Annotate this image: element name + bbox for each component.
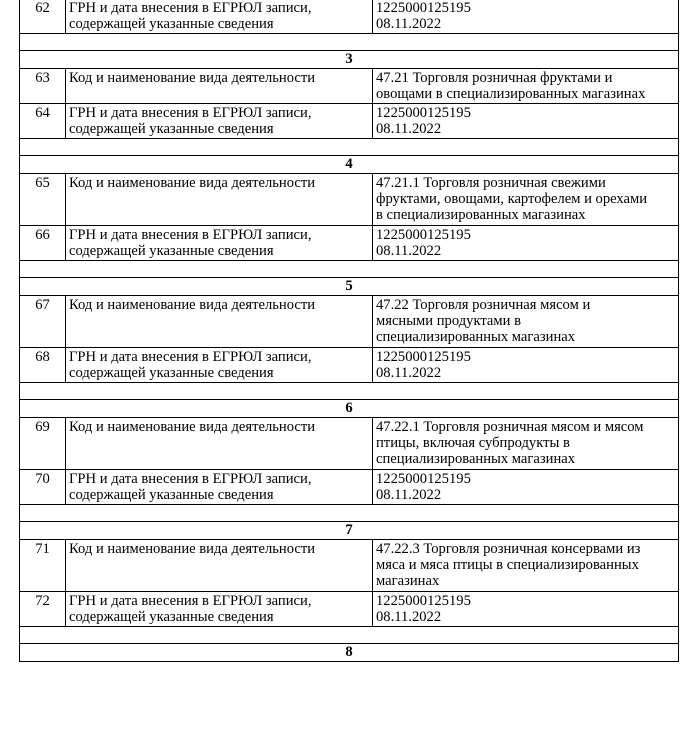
row-value-line: 1225000125195: [376, 0, 471, 16]
table-row: [20, 104, 679, 139]
spacer-row: [20, 505, 679, 522]
row-label: [66, 0, 373, 34]
row-number: 72: [20, 592, 66, 627]
row-label-line: содержащей указанные сведения: [69, 243, 274, 259]
row-value-line: 1225000125195: [376, 227, 471, 243]
row-value: [373, 540, 679, 592]
row-label-line: содержащей указанные сведения: [69, 487, 274, 503]
row-value-line: 47.21.1 Торговля розничная свежими: [376, 175, 606, 191]
row-number: 62: [20, 0, 66, 34]
row-number: 68: [20, 348, 66, 383]
row-label: [66, 174, 373, 226]
row-value: [373, 348, 679, 383]
section-header-row: [20, 400, 679, 418]
table-body: [20, 0, 679, 662]
spacer-cell: [20, 505, 679, 522]
row-value-line: 47.22.1 Торговля розничная мясом и мясом: [376, 419, 644, 435]
table-row: [20, 418, 679, 470]
row-label-line: ГРН и дата внесения в ЕГРЮЛ записи,: [69, 227, 312, 243]
row-value: [373, 296, 679, 348]
row-value: [373, 418, 679, 470]
spacer-row: [20, 383, 679, 400]
spacer-cell: [20, 34, 679, 51]
row-value: [373, 470, 679, 505]
row-label-line: ГРН и дата внесения в ЕГРЮЛ записи,: [69, 0, 312, 16]
row-number: 63: [20, 69, 66, 104]
row-value-line: 47.21 Торговля розничная фруктами и: [376, 70, 613, 86]
spacer-cell: [20, 139, 679, 156]
row-label: [66, 226, 373, 261]
row-value-line: 47.22.3 Торговля розничная консервами из: [376, 541, 641, 557]
row-value: [373, 174, 679, 226]
row-label-line: содержащей указанные сведения: [69, 121, 274, 137]
section-header-row: [20, 644, 679, 662]
row-number: 65: [20, 174, 66, 226]
spacer-row: [20, 627, 679, 644]
row-label: [66, 592, 373, 627]
row-value-line: 08.11.2022: [376, 487, 442, 503]
row-value-line: птицы, включая субпродукты в: [376, 435, 570, 451]
row-value-line: мясными продуктами в: [376, 313, 521, 329]
row-value-line: специализированных магазинах: [376, 329, 576, 345]
row-label-line: Код и наименование вида деятельности: [69, 419, 316, 435]
row-number: 67: [20, 296, 66, 348]
row-number: 64: [20, 104, 66, 139]
row-label-line: содержащей указанные сведения: [69, 16, 274, 32]
row-number: 71: [20, 540, 66, 592]
row-value-line: мяса и мяса птицы в специализированных: [376, 557, 639, 573]
row-value: [373, 0, 679, 34]
row-value-line: 1225000125195: [376, 105, 471, 121]
section-header-row: [20, 278, 679, 296]
row-label: [66, 418, 373, 470]
egrul-activities-table: [19, 0, 679, 662]
row-label-line: Код и наименование вида деятельности: [69, 541, 316, 557]
row-value-line: 1225000125195: [376, 593, 471, 609]
row-number: 66: [20, 226, 66, 261]
row-value-line: специализированных магазинах: [376, 451, 576, 467]
table-row: [20, 540, 679, 592]
row-label-line: ГРН и дата внесения в ЕГРЮЛ записи,: [69, 471, 312, 487]
row-value-line: 08.11.2022: [376, 16, 442, 32]
section-number: 8: [20, 644, 679, 662]
row-value-line: 08.11.2022: [376, 365, 442, 381]
row-label-line: Код и наименование вида деятельности: [69, 175, 316, 191]
row-label-line: содержащей указанные сведения: [69, 609, 274, 625]
row-label-line: ГРН и дата внесения в ЕГРЮЛ записи,: [69, 105, 312, 121]
row-label-line: содержащей указанные сведения: [69, 365, 274, 381]
row-value-line: 1225000125195: [376, 349, 471, 365]
row-label: [66, 69, 373, 104]
section-header-row: [20, 522, 679, 540]
section-number: 3: [20, 51, 679, 69]
table-row: [20, 348, 679, 383]
row-number: 69: [20, 418, 66, 470]
row-label: [66, 540, 373, 592]
section-number: 4: [20, 156, 679, 174]
row-label: [66, 348, 373, 383]
row-value-line: фруктами, овощами, картофелем и орехами: [376, 191, 648, 207]
row-value: [373, 592, 679, 627]
table-row: [20, 0, 679, 34]
row-label: [66, 104, 373, 139]
row-label-line: Код и наименование вида деятельности: [69, 297, 316, 313]
spacer-cell: [20, 383, 679, 400]
row-value-line: 47.22 Торговля розничная мясом и: [376, 297, 591, 313]
row-value-line: 1225000125195: [376, 471, 471, 487]
row-value: [373, 69, 679, 104]
spacer-row: [20, 139, 679, 156]
row-value-line: 08.11.2022: [376, 243, 442, 259]
table-row: [20, 69, 679, 104]
row-value-line: в специализированных магазинах: [376, 207, 586, 223]
row-number: 70: [20, 470, 66, 505]
section-header-row: [20, 51, 679, 69]
table-row: [20, 592, 679, 627]
row-label-line: ГРН и дата внесения в ЕГРЮЛ записи,: [69, 349, 312, 365]
table-row: [20, 296, 679, 348]
section-number: 6: [20, 400, 679, 418]
row-label-line: Код и наименование вида деятельности: [69, 70, 316, 86]
row-value: [373, 104, 679, 139]
section-header-row: [20, 156, 679, 174]
section-number: 5: [20, 278, 679, 296]
spacer-cell: [20, 627, 679, 644]
table-row: [20, 470, 679, 505]
row-value-line: 08.11.2022: [376, 121, 442, 137]
table-row: [20, 174, 679, 226]
spacer-row: [20, 34, 679, 51]
table-row: [20, 226, 679, 261]
row-label: [66, 470, 373, 505]
spacer-cell: [20, 261, 679, 278]
row-value-line: магазинах: [376, 573, 440, 589]
row-label-line: ГРН и дата внесения в ЕГРЮЛ записи,: [69, 593, 312, 609]
row-label: [66, 296, 373, 348]
section-number: 7: [20, 522, 679, 540]
row-value-line: 08.11.2022: [376, 609, 442, 625]
row-value-line: овощами в специализированных магазинах: [376, 86, 646, 102]
spacer-row: [20, 261, 679, 278]
row-value: [373, 226, 679, 261]
